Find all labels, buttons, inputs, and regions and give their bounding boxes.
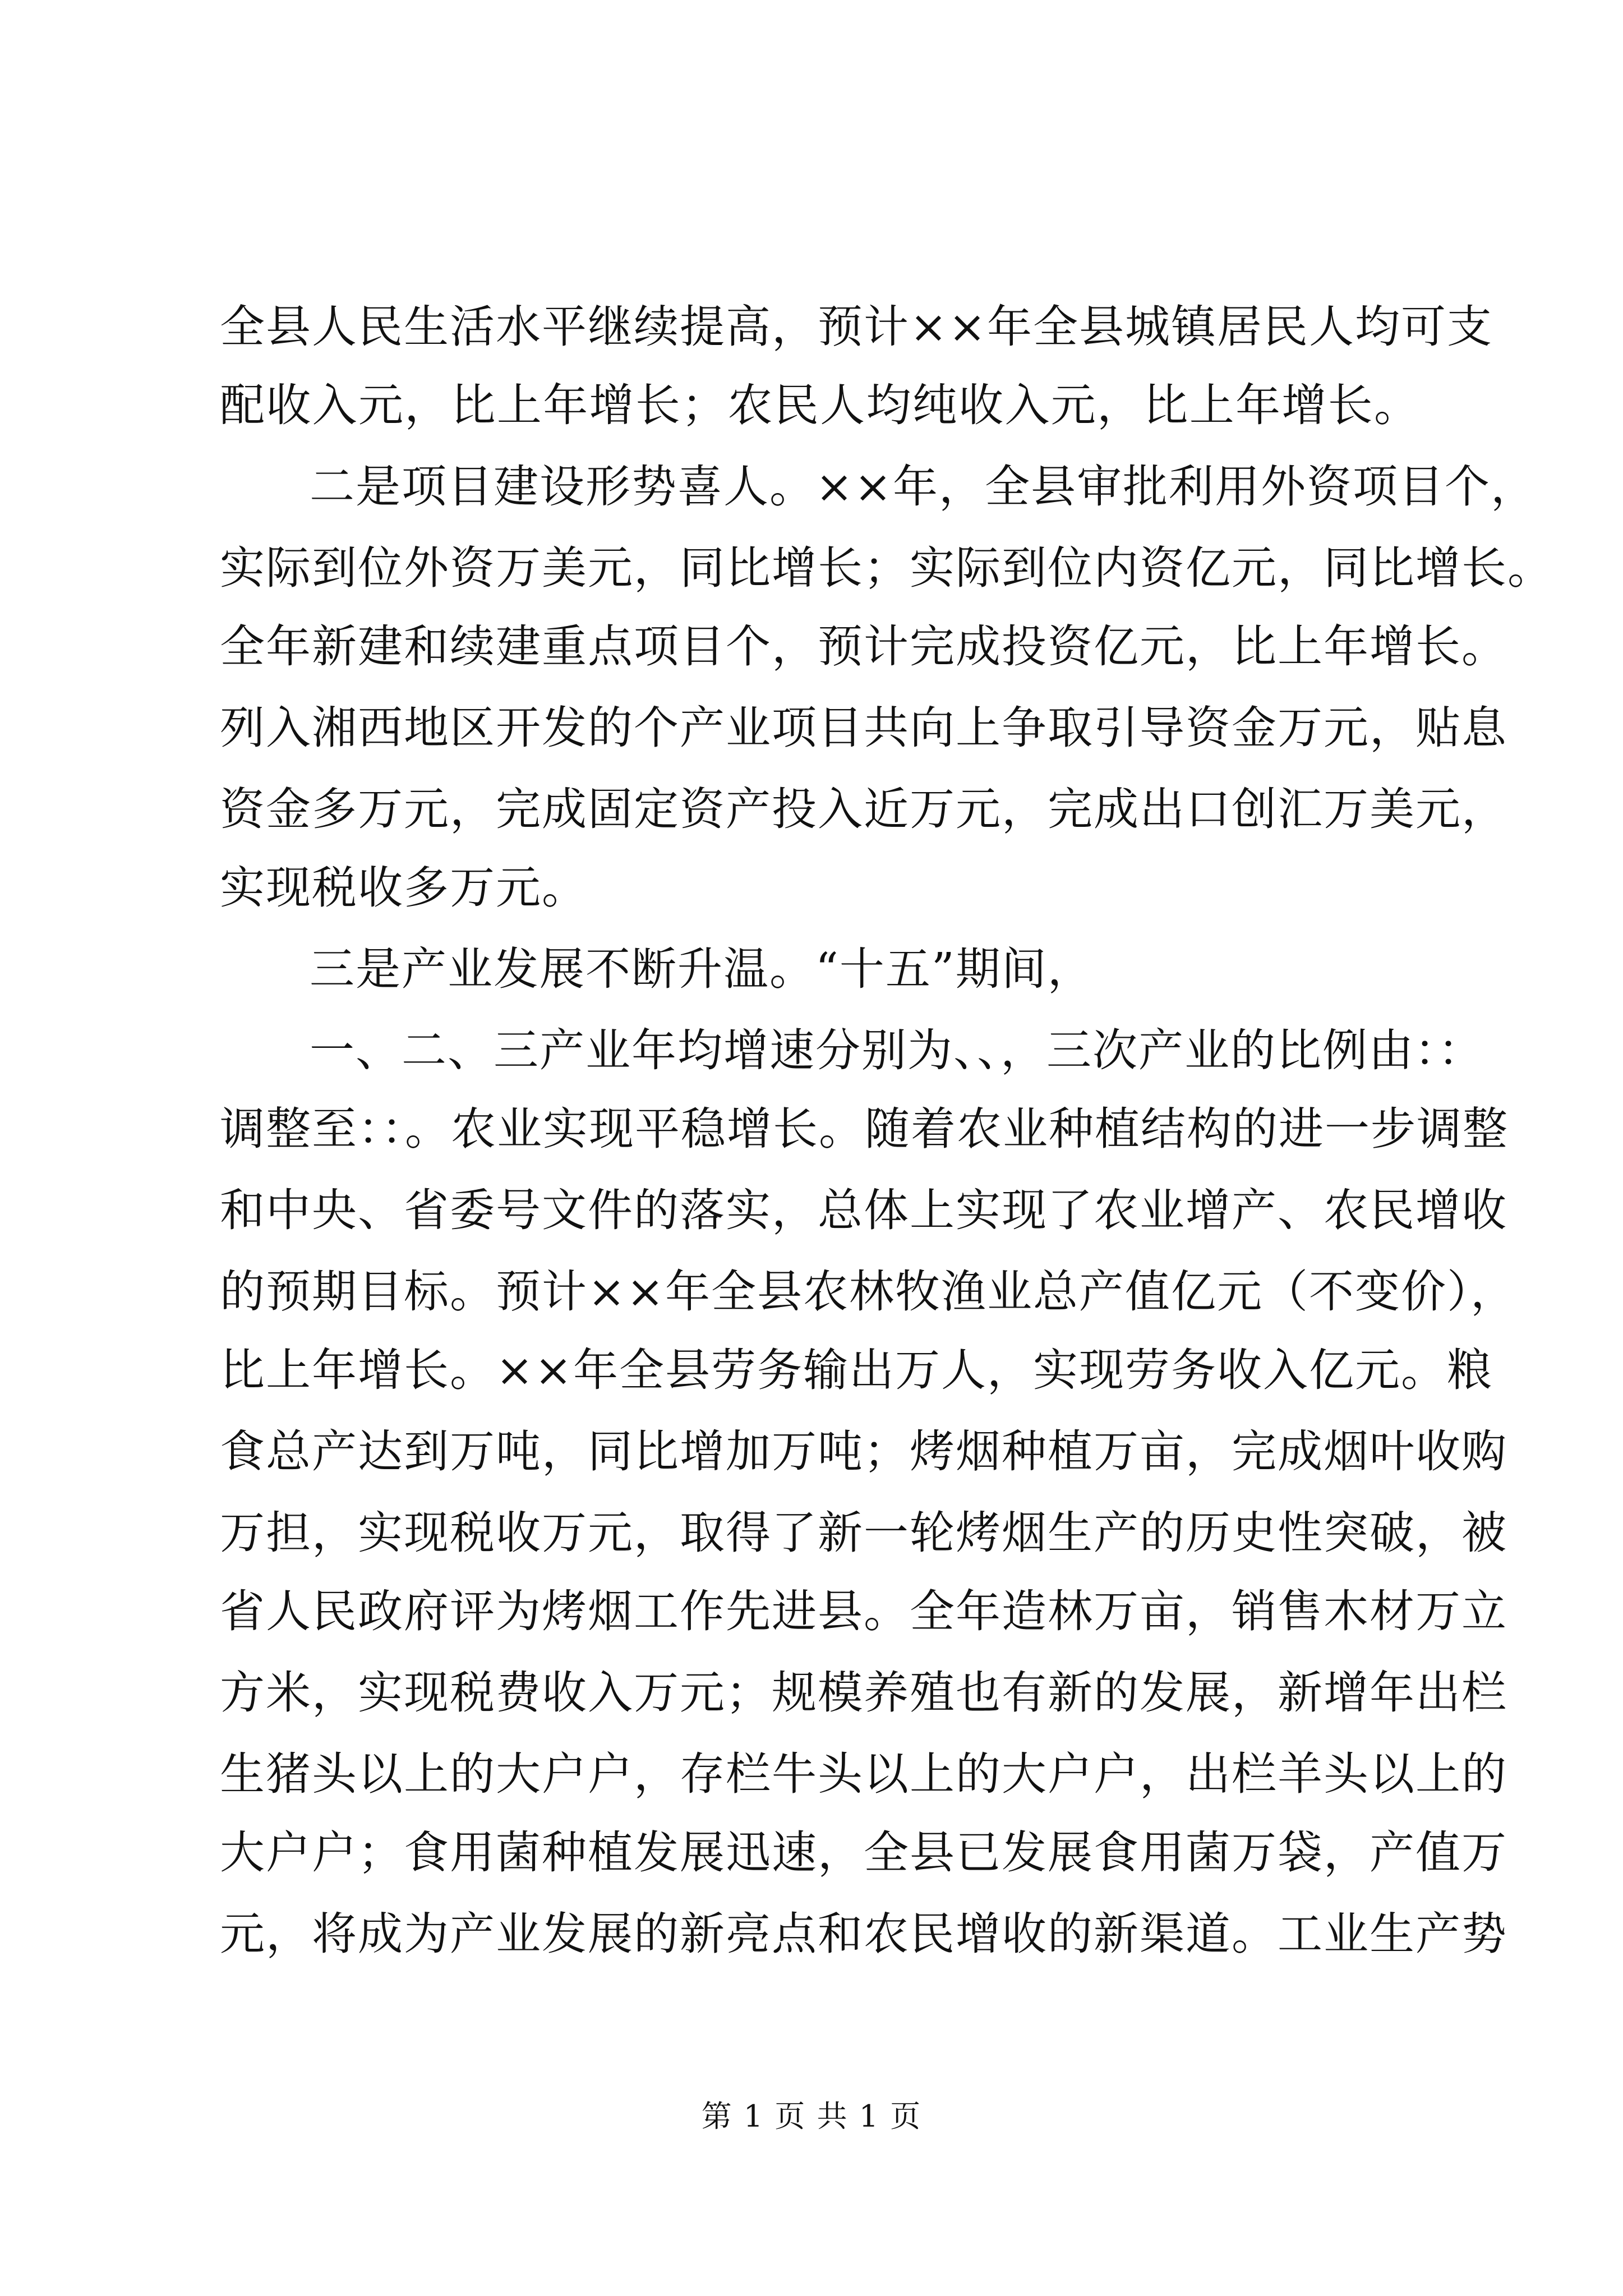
body-line-7: 资金多万元，完成固定资产投入近万元，完成出口创汇万美元， bbox=[220, 783, 1507, 835]
body-line-1: 全县人民生活水平继续提高，预计××年全县城镇居民人均可支 bbox=[220, 301, 1493, 353]
body-line-14: 比上年增长。××年全县劳务输出万人，实现劳务收入亿元。粮 bbox=[220, 1344, 1493, 1396]
body-line-15: 食总产达到万吨，同比增加万吨；烤烟种植万亩，完成烟叶收购 bbox=[220, 1425, 1507, 1478]
body-line-18: 方米，实现税费收入万元；规模养殖也有新的发展，新增年出栏 bbox=[220, 1667, 1507, 1719]
body-line-8: 实现税收多万元。 bbox=[220, 862, 588, 914]
body-line-6: 列入湘西地区开发的个产业项目共向上争取引导资金万元，贴息 bbox=[220, 702, 1507, 754]
body-line-5: 全年新建和续建重点项目个，预计完成投资亿元，比上年增长。 bbox=[220, 620, 1507, 673]
body-line-2: 配收入元，比上年增长；农民人均纯收入元，比上年增长。 bbox=[220, 379, 1420, 431]
body-line-11: 调整至：：。农业实现平稳增长。随着农业种植结构的进一步调整 bbox=[220, 1103, 1509, 1155]
body-line-17: 省人民政府评为烤烟工作先进县。全年造林万亩，销售木材万立 bbox=[220, 1585, 1507, 1637]
body-line-13: 的预期目标。预计××年全县农林牧渔业总产值亿元（不变价）， bbox=[220, 1266, 1517, 1318]
body-line-19: 生猪头以上的大户户，存栏牛头以上的大户户，出栏羊头以上的 bbox=[220, 1748, 1507, 1800]
body-line-16: 万担，实现税收万元，取得了新一轮烤烟生产的历史性突破，被 bbox=[220, 1507, 1507, 1559]
page-footer: 第 1 页 共 1 页 bbox=[701, 2099, 922, 2134]
body-line-3: 二是项目建设形势喜人。××年，全县审批利用外资项目个， bbox=[310, 461, 1537, 513]
body-line-9: 三是产业发展不断升温。“十五”期间， bbox=[310, 943, 1094, 995]
body-line-12: 和中央、省委号文件的落实，总体上实现了农业增产、农民增收 bbox=[220, 1184, 1507, 1236]
body-line-21: 元，将成为产业发展的新亮点和农民增收的新渠道。工业生产势 bbox=[220, 1908, 1507, 1960]
body-line-4: 实际到位外资万美元，同比增长；实际到位内资亿元，同比增长。 bbox=[220, 542, 1553, 594]
body-line-20: 大户户；食用菌种植发展迅速，全县已发展食用菌万袋，产值万 bbox=[220, 1826, 1507, 1879]
body-line-10: 一、二、三产业年均增速分别为、、，三次产业的比例由：： bbox=[310, 1024, 1484, 1076]
